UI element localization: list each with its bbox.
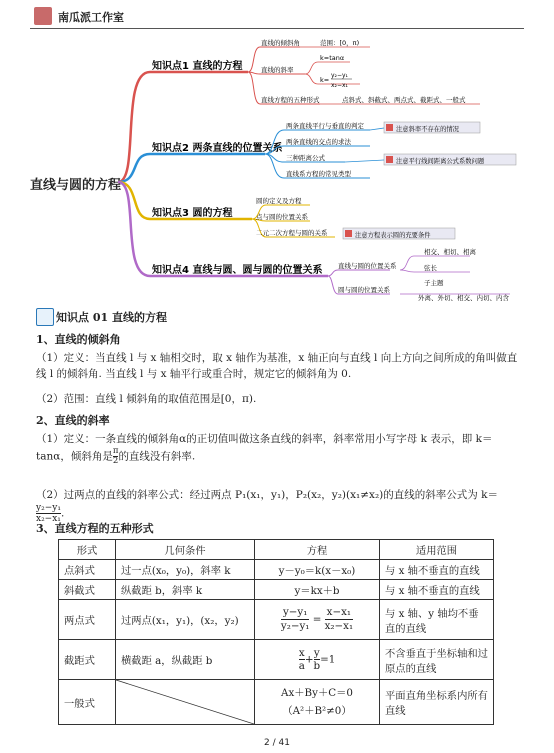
s1-p2: （2）范围：直线 l 倾斜角的取值范围是[0，π). <box>36 393 257 405</box>
s2-p1-tail: 的直线没有斜率. <box>118 450 196 463</box>
cell-form: 截距式 <box>59 640 116 680</box>
frac-den: 2 <box>112 456 119 466</box>
diagonal-line <box>116 680 254 724</box>
table-row <box>59 560 494 580</box>
plus-sign: + <box>304 653 314 666</box>
col-range: 适用范围 <box>380 540 494 560</box>
s2-p2 <box>36 487 520 524</box>
cell-cond-empty <box>116 680 255 725</box>
cell-eq: y－y₀＝k(x－x₀) <box>255 560 380 580</box>
table-row <box>59 580 494 600</box>
cell-eq <box>255 680 380 725</box>
s2-p2-tail: . <box>60 507 65 520</box>
cell-form: 一般式 <box>59 680 116 725</box>
b2-item-3: 三种距离公式 <box>286 154 325 162</box>
cell-eq <box>255 640 380 680</box>
b1-note-1: 范围：[0，π) <box>320 39 360 47</box>
b3-item-1: 圆的定义及方程 <box>256 197 302 205</box>
b1-item-3: 直线方程的五种形式 <box>261 96 320 104</box>
frac-den: y₂−y₁ <box>280 620 310 632</box>
cell-form: 斜截式 <box>59 580 116 600</box>
b3-note-1: 注意方程表示圆的充要条件 <box>355 232 431 239</box>
b4-note-1: 相交、相切、相离 <box>424 248 476 256</box>
table-row <box>59 680 494 725</box>
logo-icon <box>34 7 52 25</box>
b2-item-2: 两条直线的交点的求法 <box>286 138 351 146</box>
col-cond: 几何条件 <box>116 540 255 560</box>
b4-note-4: 外离、外切、相交、内切、内含 <box>418 294 509 302</box>
b3-item-3: 二元二次方程与圆的关系 <box>256 229 328 237</box>
cell-range: 与 x 轴、y 轴均不垂直的直线 <box>380 600 494 640</box>
b4-item-1: 直线与圆的位置关系 <box>338 262 397 270</box>
page-number: 2 / 41 <box>264 738 290 748</box>
b2-item-1: 两条直线平行与垂直的判定 <box>286 122 364 130</box>
cell-range: 与 x 轴不垂直的直线 <box>380 560 494 580</box>
b1-item-2: 直线的斜率 <box>261 66 294 74</box>
cell-cond: 纵截距 b，斜率 k <box>116 580 255 600</box>
header-title: 南瓜派工作室 <box>58 11 124 24</box>
table-header <box>59 540 494 560</box>
table-row <box>59 640 494 680</box>
header-divider <box>30 28 524 29</box>
frac-den: x₂−x₁ <box>36 514 61 524</box>
branch-1-label: 知识点1 直线的方程 <box>152 61 243 72</box>
col-form: 形式 <box>59 540 116 560</box>
section-title: 知识点 01 直线的方程 <box>56 311 167 324</box>
b2-note-2: 注意平行线间距离公式系数问题 <box>396 158 485 165</box>
cell-form: 点斜式 <box>59 560 116 580</box>
eq-sign: = <box>312 613 322 626</box>
b2-item-4: 直线系方程的常见类型 <box>286 170 351 178</box>
s1-heading: 1、直线的倾斜角 <box>36 333 121 346</box>
b4-note-2: 弦长 <box>424 264 437 272</box>
cell-cond: 过两点(x₁，y₁)，(x₂，y₂) <box>116 600 255 640</box>
eq-line-1: Ax＋By＋C＝0 <box>281 687 353 699</box>
s2-p1 <box>36 431 520 466</box>
cell-cond: 过一点(x₀，y₀)，斜率 k <box>116 560 255 580</box>
s2-heading: 2、直线的斜率 <box>36 414 110 427</box>
cell-range: 与 x 轴不垂直的直线 <box>380 580 494 600</box>
b4-note-3: 子主题 <box>424 279 444 287</box>
frac-num: y₂−y₁ <box>36 503 61 513</box>
col-eq: 方程 <box>255 540 380 560</box>
b4-item-2: 圆与圆的位置关系 <box>338 286 390 294</box>
s3-heading: 3、直线方程的五种形式 <box>36 522 154 535</box>
table-row <box>59 600 494 640</box>
s2-p2-text: （2）过两点的直线的斜率公式：经过两点 P₁(x₁，y₁)，P₂(x₂，y₂)(x₁≠x₂)的直线的斜率公式为 k＝ <box>36 489 498 501</box>
b3-item-2: 点与圆的位置关系 <box>256 213 308 221</box>
frac-den: a <box>298 660 305 672</box>
s2-p1-text: （1）定义：一条直线的倾斜角α的正切值叫做这条直线的斜率，斜率常用小写字母 k 表示，即 k＝tanα，倾斜角是 <box>36 433 493 463</box>
mind-map <box>0 32 554 307</box>
branch-2-label: 知识点2 两条直线的位置关系 <box>152 143 283 154</box>
cell-eq: y＝kx＋b <box>255 580 380 600</box>
cell-eq <box>255 600 380 640</box>
frac-den: b <box>313 660 321 672</box>
forms-table <box>58 539 494 725</box>
b1-item-1: 直线的倾斜角 <box>261 39 300 47</box>
frac-num: π <box>112 446 119 456</box>
frac-num: y <box>313 647 320 659</box>
cell-form: 两点式 <box>59 600 116 640</box>
b1-note-2: k=tanα <box>320 54 345 62</box>
frac-num: y−y₁ <box>281 606 310 620</box>
frac-num: x−x₁ <box>325 606 354 620</box>
cell-cond: 横截距 a，纵截距 b <box>116 640 255 680</box>
frac-num: x <box>298 647 305 659</box>
section-icon <box>36 308 54 326</box>
b1-note-3: 点斜式、斜截式、两点式、截距式、一般式 <box>342 96 466 104</box>
slope-k: k= <box>320 76 330 84</box>
branch-4-label: 知识点4 直线与圆、圆与圆的位置关系 <box>152 265 323 276</box>
cell-range: 平面直角坐标系内所有直线 <box>380 680 494 725</box>
slope-den: x₂−x₁ <box>331 82 348 89</box>
slope-num: y₂−y₁ <box>331 72 348 79</box>
eq-line-2: （A²＋B²≠0） <box>282 705 352 717</box>
mindmap-root: 直线与圆的方程 <box>30 178 122 193</box>
cell-range: 不含垂直于坐标轴和过原点的直线 <box>380 640 494 680</box>
b2-note-1: 注意斜率不存在的情况 <box>396 126 459 133</box>
eq-rhs: =1 <box>320 653 336 666</box>
s1-p1: （1）定义：当直线 l 与 x 轴相交时，取 x 轴作为基准，x 轴正向与直线 l 向上方向之间所成的角叫做直线 l 的倾斜角. 当直线 l 与 x 轴平行或重合时，规定它的倾斜角为 0. <box>36 352 518 380</box>
frac-den: x₂−x₁ <box>324 620 354 632</box>
branch-3-label: 知识点3 圆的方程 <box>152 208 233 219</box>
